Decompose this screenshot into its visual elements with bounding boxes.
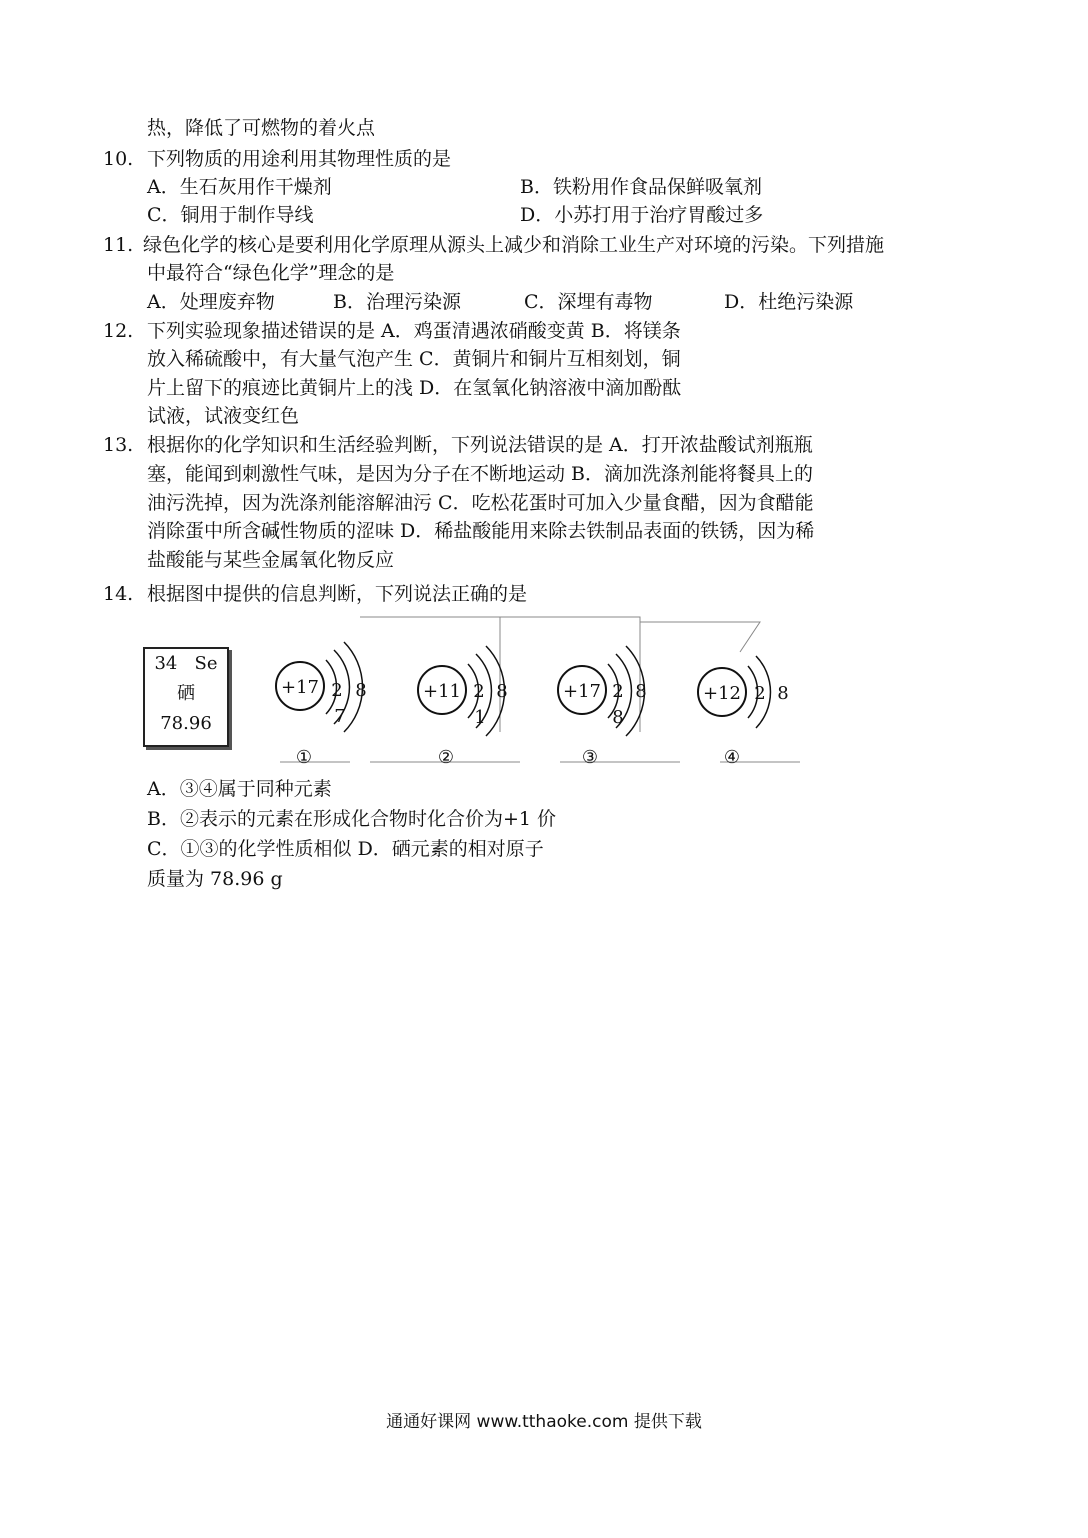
element-card-top-row: [145, 649, 227, 679]
atom-4: [698, 656, 789, 768]
question-12-stem-line-1: 下列实验现象描述错误的是 A．鸡蛋清遇浓硝酸变黄 B．将镁条: [147, 320, 681, 342]
atom-1-label: ①: [295, 747, 313, 768]
atomic-structure-diagram: [260, 612, 820, 772]
atom-1-shell-2: 8: [355, 680, 367, 701]
atom-4-label: ④: [723, 747, 741, 768]
atom-2-shell-3: 1: [474, 707, 486, 728]
atom-2-nucleus: +11: [423, 681, 461, 702]
element-mass: 78.96: [160, 713, 212, 734]
question-14-option-a: A．③④属于同种元素: [147, 778, 332, 800]
atom-3: [558, 646, 647, 768]
question-13-stem-line-2: 塞，能闻到刺激性气味，是因为分子在不断地运动 B．滴加洗涤剂能将餐具上的: [147, 463, 814, 485]
question-10-number: 10.: [103, 148, 134, 170]
question-14-option-d-cont: 质量为 78.96 g: [147, 868, 283, 890]
atom-1-shell-3: 7: [334, 706, 346, 727]
question-12-stem-line-2: 放入稀硫酸中，有大量气泡产生 C．黄铜片和铜片互相刻划，铜: [147, 348, 681, 370]
question-11-option-d: D．杜绝污染源: [724, 291, 854, 313]
question-12-stem-line-3: 片上留下的痕迹比黄铜片上的浅 D．在氢氧化钠溶液中滴加酚酞: [147, 377, 682, 399]
question-13-stem-line-5: 盐酸能与某些金属氧化物反应: [147, 549, 395, 571]
page-footer: 通通好课网 www.tthaoke.com 提供下载: [386, 1412, 702, 1432]
element-atomic-number: 34: [154, 653, 178, 674]
atom-3-shell-1: 2: [612, 681, 624, 702]
question-11-stem-line-1: 绿色化学的核心是要利用化学原理从源头上减少和消除工业生产对环境的污染。下列措施: [143, 234, 885, 256]
question-10-option-b: B．铁粉用作食品保鲜吸氧剂: [520, 176, 762, 198]
question-13-stem-line-3: 油污洗掉，因为洗涤剂能溶解油污 C．吃松花蛋时可加入少量食醋，因为食醋能: [147, 492, 814, 514]
atom-4-shell-1: 2: [754, 683, 766, 704]
atom-2-shell-1: 2: [473, 681, 485, 702]
question-14-stem: 根据图中提供的信息判断，下列说法正确的是: [147, 583, 528, 605]
element-card-selenium: [143, 647, 229, 747]
atom-1-shell-1: 2: [331, 680, 343, 701]
atom-3-label: ③: [581, 747, 599, 768]
q9-tail-line: 热，降低了可燃物的着火点: [147, 117, 376, 139]
atom-1: [276, 642, 367, 768]
atom-4-shell-2: 8: [777, 683, 789, 704]
question-13-stem-line-4: 消除蛋中所含碱性物质的涩味 D．稀盐酸能用来除去铁制品表面的铁锈，因为稀: [147, 520, 815, 542]
question-12-number: 12.: [103, 320, 134, 342]
question-10-stem: 下列物质的用途利用其物理性质的是: [147, 148, 452, 170]
question-10-option-a: A．生石灰用作干燥剂: [147, 176, 332, 198]
question-11-stem-line-2: 中最符合“绿色化学”理念的是: [147, 262, 395, 284]
question-10-option-c: C．铜用于制作导线: [147, 204, 314, 226]
question-14-option-b: B．②表示的元素在形成化合物时化合价为+1 价: [147, 808, 557, 830]
element-name: 硒: [177, 683, 195, 704]
question-11-option-a: A．处理废弃物: [147, 291, 275, 313]
atom-3-shell-3: 8: [612, 707, 624, 728]
atom-2-label: ②: [437, 747, 455, 768]
question-10-option-d: D．小苏打用于治疗胃酸过多: [520, 204, 764, 226]
question-12-stem-line-4: 试液，试液变红色: [147, 405, 300, 427]
atom-4-nucleus: +12: [703, 683, 741, 704]
question-14-option-c-d: C．①③的化学性质相似 D．硒元素的相对原子: [147, 838, 544, 860]
atom-2-shell-2: 8: [496, 681, 508, 702]
atom-3-shell-2: 8: [635, 681, 647, 702]
atom-2: [418, 646, 508, 768]
question-11-option-c: C．深埋有毒物: [524, 291, 653, 313]
element-symbol: Se: [194, 653, 218, 674]
question-11-number: 11.: [103, 234, 134, 256]
question-13-number: 13.: [103, 434, 134, 456]
atom-1-nucleus: +17: [281, 677, 319, 698]
question-14-number: 14.: [103, 583, 134, 605]
question-11-option-b: B．治理污染源: [333, 291, 461, 313]
atom-3-nucleus: +17: [563, 681, 601, 702]
question-13-stem-line-1: 根据你的化学知识和生活经验判断，下列说法错误的是 A．打开浓盐酸试剂瓶瓶: [147, 434, 813, 456]
